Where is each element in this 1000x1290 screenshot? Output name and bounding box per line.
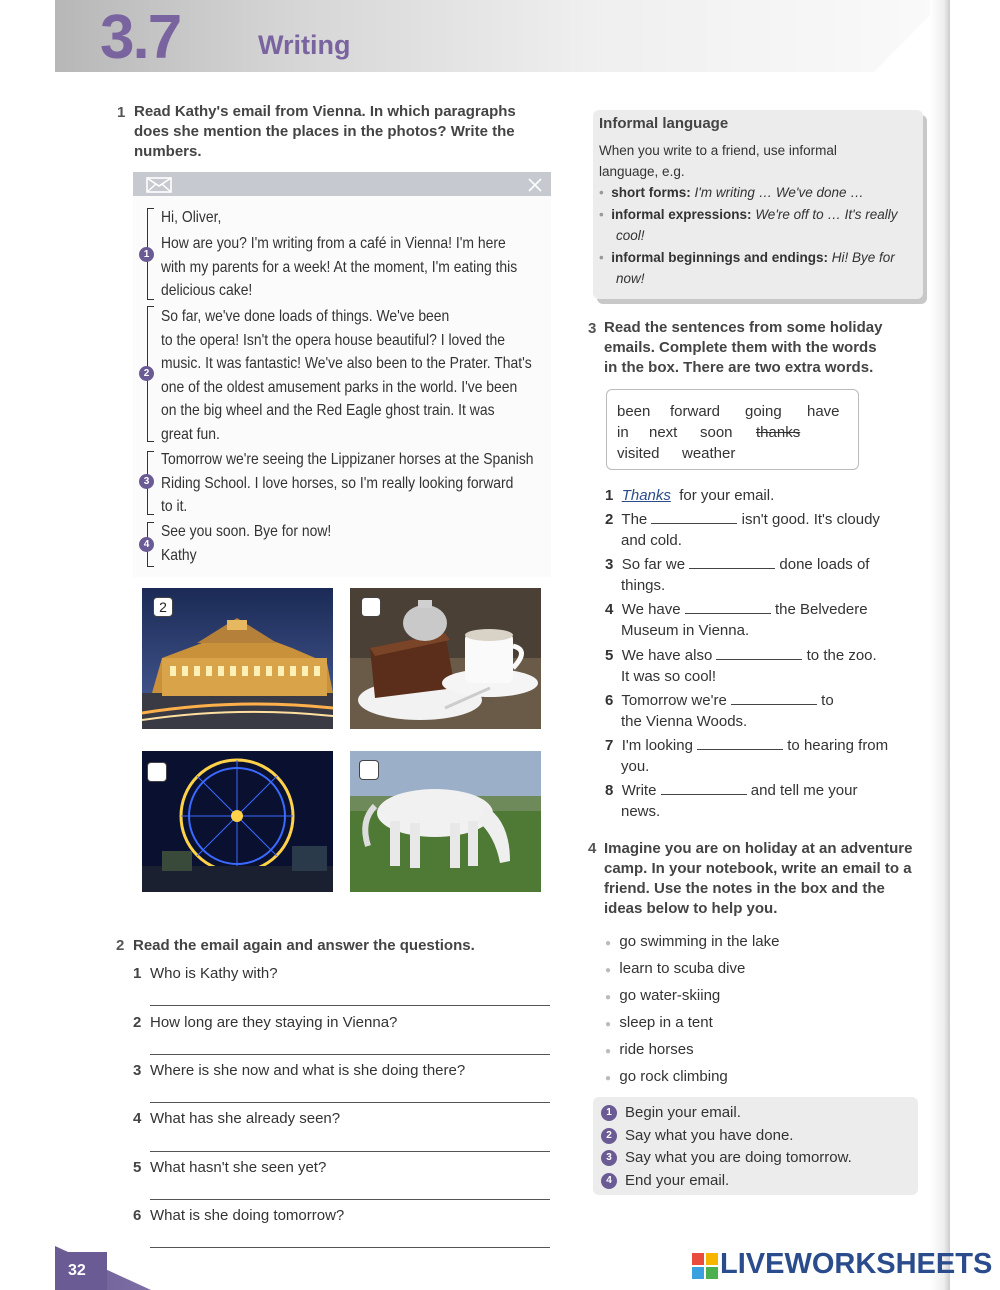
info-item-cont <box>599 268 919 290</box>
word-option: soon <box>700 424 733 441</box>
paragraph-2-badge: 2 <box>139 366 154 381</box>
word-option: visited <box>617 445 660 462</box>
info-title: Informal language <box>599 115 729 132</box>
sentence-3 <box>605 554 905 596</box>
email-line: with my parents for a week! At the moment, I'm eating this <box>161 258 518 276</box>
sentence-after: to hearing from <box>787 737 889 754</box>
sentence-after: done loads of <box>779 556 870 573</box>
ex1-instruction: Read Kathy's email from Vienna. In which paragraphs does she mention the places in the photos? Write the numbers. <box>134 103 516 160</box>
step-item <box>601 1102 852 1125</box>
idea-item: ● go water-skiing <box>605 987 721 1004</box>
sentence-2 <box>605 509 905 551</box>
question-number: 1 <box>133 965 142 982</box>
sentence-cont: things. <box>621 577 666 594</box>
info-list <box>599 182 919 290</box>
email-greeting: Hi, Oliver, <box>161 209 222 226</box>
ex3-instruction: Read the sentences from some holiday emails. Complete them with the words in the box. There are two extra words. <box>604 319 883 376</box>
sentence-5 <box>605 645 905 687</box>
step-badge: 4 <box>601 1173 617 1189</box>
question-text: What is she doing tomorrow? <box>150 1207 345 1224</box>
idea-text: learn to scuba dive <box>619 960 746 977</box>
info-item: • short forms: I'm writing … We've done … <box>599 185 864 200</box>
ex1-number: 1 <box>117 104 126 121</box>
idea-item: ● go rock climbing <box>605 1068 728 1085</box>
blank-input[interactable] <box>651 511 737 524</box>
blank-input[interactable] <box>661 782 747 795</box>
email-line: How are you? I'm writing from a café in Vienna! I'm here <box>161 235 506 252</box>
paragraph-4-badge: 4 <box>139 537 154 552</box>
sentence-after: to the zoo. <box>806 647 877 664</box>
sentence-cont: and cold. <box>621 532 682 549</box>
word-option: weather <box>682 445 736 462</box>
question-text: How long are they staying in Vienna? <box>150 1014 398 1031</box>
sentence-6 <box>605 690 905 732</box>
sentence-answer-example: Thanks <box>621 487 671 504</box>
idea-text: ride horses <box>619 1041 694 1058</box>
info-item-example-cont: cool! <box>616 228 645 243</box>
info-item-example: I'm writing … We've done … <box>694 185 864 200</box>
email-line: Tomorrow we're seeing the Lippizaner horses at the Spanish <box>161 451 534 468</box>
page-number: 32 <box>68 1262 86 1279</box>
ideas-list <box>605 929 779 1091</box>
question-number: 2 <box>133 1014 142 1031</box>
ex4-instruction: Imagine you are on holiday at an adventure camp. In your notebook, write an email to a friend. Use the notes in the box and the ideas below to help you. <box>604 840 913 917</box>
photo-answer-box-opera[interactable]: 2 <box>153 597 173 617</box>
email-line: one of the oldest amusement parks in the world. I've been <box>161 378 518 396</box>
step-item <box>601 1170 852 1193</box>
info-item-label: informal expressions: <box>611 206 752 222</box>
word-option: going <box>745 403 782 420</box>
word-option-used: thanks <box>756 424 801 441</box>
step-badge: 3 <box>601 1150 617 1166</box>
sentence-number: 6 <box>605 692 614 709</box>
email-titlebar <box>133 172 551 196</box>
email-line: Riding School. I love horses, so I'm really looking forward <box>161 474 514 492</box>
photo-big-wheel <box>142 751 333 892</box>
blank-input[interactable] <box>685 601 771 614</box>
liveworksheets-logo-icon <box>692 1253 718 1284</box>
step-text: End your email. <box>625 1171 730 1189</box>
header-band <box>55 0 945 72</box>
step-text: Say what you are doing tomorrow. <box>625 1149 852 1166</box>
sentence-after: for your email. <box>679 487 775 504</box>
info-item-label: short forms: <box>611 185 691 200</box>
photo-answer-box-cake[interactable] <box>361 597 381 617</box>
idea-item: ● sleep in a tent <box>605 1014 713 1031</box>
question-number: 6 <box>133 1207 142 1224</box>
step-item <box>601 1125 852 1148</box>
sentence-after: isn't good. It's cloudy <box>741 511 880 528</box>
idea-item: ● ride horses <box>605 1041 694 1058</box>
question-text: What has she already seen? <box>150 1110 341 1127</box>
idea-text: go water-skiing <box>619 987 721 1004</box>
answer-field[interactable] <box>150 1005 550 1006</box>
blank-input[interactable] <box>731 692 817 705</box>
photo-answer-box-horse[interactable] <box>359 760 379 780</box>
blank-input[interactable] <box>716 647 802 660</box>
sentence-before: Write <box>621 782 657 799</box>
sentence-cont: news. <box>621 803 661 820</box>
blank-input[interactable] <box>689 556 775 569</box>
sentence-after: the Belvedere <box>774 601 868 618</box>
sentence-before: So far we <box>621 556 686 573</box>
sentence-cont: the Vienna Woods. <box>621 713 748 730</box>
word-option: forward <box>670 403 721 420</box>
ex2-number: 2 <box>116 937 125 954</box>
email-line: great fun. <box>161 425 220 443</box>
sentence-number: 7 <box>605 737 614 754</box>
answer-field[interactable] <box>150 1199 550 1200</box>
email-line: on the big wheel and the Red Eagle ghost train. It was <box>161 402 495 419</box>
sentence-after: to <box>821 692 834 709</box>
ex3-number: 3 <box>588 320 597 337</box>
email-line: to the opera! Isn't the opera house beautiful? I loved the <box>161 331 505 349</box>
page-edge-shadow <box>930 0 950 1290</box>
email-paragraph-1 <box>161 232 517 303</box>
email-line: So far, we've done loads of things. We've been <box>161 308 450 325</box>
info-item-example-cont: now! <box>616 271 645 286</box>
sentence-before: The <box>621 511 648 528</box>
close-icon[interactable] <box>527 177 543 198</box>
sentence-cont: Museum in Vienna. <box>621 622 750 639</box>
answer-field[interactable] <box>150 1247 550 1248</box>
sentence-4 <box>605 599 905 641</box>
sentence-before: Tomorrow we're <box>621 692 727 709</box>
question-number: 3 <box>133 1062 142 1079</box>
info-item-example: Hi! Bye for <box>831 249 895 265</box>
sentence-number: 4 <box>605 601 614 618</box>
email-paragraph-4 <box>161 520 331 567</box>
blank-input[interactable] <box>697 737 783 750</box>
word-option: have <box>807 403 840 420</box>
unit-number: 3.7 <box>100 3 181 72</box>
sentence-number: 3 <box>605 556 614 573</box>
sentence-before: We have also <box>621 647 713 664</box>
email-line: See you soon. Bye for now! <box>161 523 332 540</box>
sentence-number: 8 <box>605 782 614 799</box>
info-intro <box>599 140 837 182</box>
paragraph-1-badge: 1 <box>139 247 154 262</box>
email-paragraph-2 <box>161 305 532 446</box>
photo-answer-box-wheel[interactable] <box>147 762 167 782</box>
page-title: Writing <box>258 30 351 60</box>
ex2-instruction: Read the email again and answer the questions. <box>133 937 475 954</box>
liveworksheets-brand: LIVEWORKSHEETS <box>720 1248 993 1280</box>
word-box-words <box>617 401 840 464</box>
email-line: delicious cake! <box>161 282 253 299</box>
answer-field[interactable] <box>150 1054 550 1055</box>
sentence-cont: It was so cool! <box>621 668 717 685</box>
sentence-cont: you. <box>621 758 650 775</box>
info-intro-line: language, e.g. <box>599 164 685 179</box>
sentence-number: 2 <box>605 511 614 528</box>
idea-text: go rock climbing <box>619 1068 728 1085</box>
step-text: Begin your email. <box>625 1104 741 1121</box>
idea-item: ● learn to scuba dive <box>605 960 746 977</box>
step-badge: 2 <box>601 1128 617 1144</box>
word-option: in <box>617 424 629 441</box>
answer-field[interactable] <box>150 1151 550 1152</box>
step-item <box>601 1147 852 1170</box>
email-line: music. It was fantastic! We've also been to the Prater. That's <box>161 355 532 372</box>
sentence-8 <box>605 780 905 822</box>
idea-text: sleep in a tent <box>619 1014 713 1031</box>
email-line: to it. <box>161 498 188 515</box>
info-item-cont <box>599 225 919 247</box>
info-item-example: We're off to … It's really <box>755 206 898 222</box>
envelope-icon <box>146 177 172 198</box>
question-number: 4 <box>133 1110 142 1127</box>
sentence-number: 5 <box>605 647 614 664</box>
idea-item: ● go swimming in the lake <box>605 933 780 950</box>
word-option: next <box>649 424 678 441</box>
question-text: Who is Kathy with? <box>150 965 278 982</box>
sentence-7 <box>605 735 925 777</box>
sentence-1 <box>605 485 774 506</box>
info-item: • informal beginnings and endings: Hi! Bye for <box>599 249 895 265</box>
word-option: been <box>617 403 651 420</box>
sentence-before: I'm looking <box>621 737 693 754</box>
paragraph-3-badge: 3 <box>139 474 154 489</box>
ex4-number: 4 <box>588 840 597 857</box>
answer-field[interactable] <box>150 1102 550 1103</box>
question-number: 5 <box>133 1159 142 1176</box>
email-line: Kathy <box>161 546 197 564</box>
email-paragraph-3 <box>161 448 534 519</box>
sentence-after: and tell me your <box>750 782 858 799</box>
step-text: Say what you have done. <box>625 1126 794 1144</box>
info-intro-line: When you write to a friend, use informal <box>599 143 837 158</box>
info-item: • informal expressions: We're off to … It's really <box>599 206 898 222</box>
step-badge: 1 <box>601 1105 617 1121</box>
sentence-number: 1 <box>605 487 614 504</box>
steps-list <box>601 1102 852 1192</box>
info-item-label: informal beginnings and endings: <box>611 249 829 265</box>
sentence-before: We have <box>621 601 681 618</box>
question-text: Where is she now and what is she doing there? <box>150 1062 466 1079</box>
question-text: What hasn't she seen yet? <box>150 1159 327 1176</box>
idea-text: go swimming in the lake <box>619 933 780 950</box>
